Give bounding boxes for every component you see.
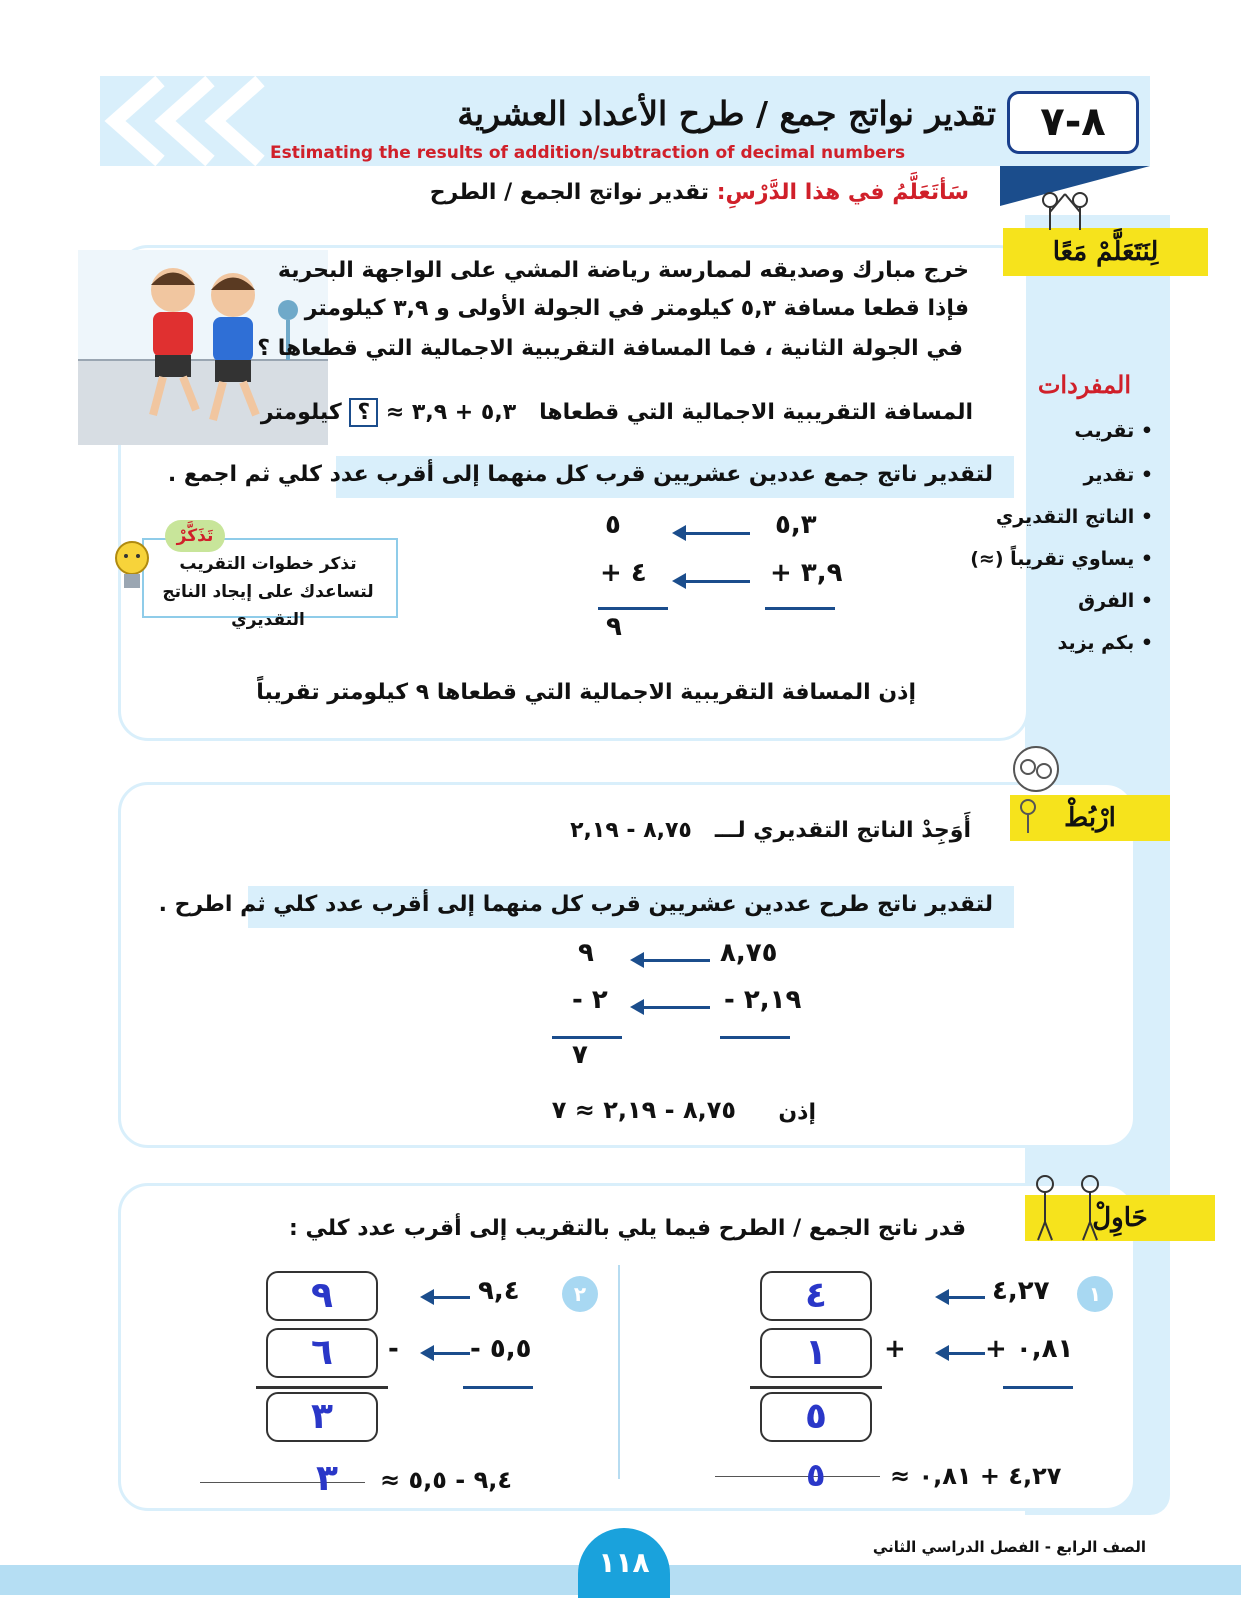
ex2-answer-a[interactable]: ٩: [266, 1271, 378, 1321]
section2-prompt-text: أَوَجِدْ الناتج التقديري لـــ: [714, 818, 971, 843]
calc2-round-a: ٩: [578, 938, 594, 968]
ex2-final-expr: ٩,٤ - ٥,٥ ≈: [380, 1466, 512, 1494]
stick-figures-icon: [1030, 1172, 1105, 1242]
calc1-result: ٩: [606, 612, 622, 642]
learn-together-tag: لِنَتَعَلَّمْ مَعًا: [1003, 228, 1208, 276]
underline: [750, 1386, 882, 1389]
ex2-value-b: ٥,٥ -: [470, 1334, 532, 1364]
underline: [598, 607, 668, 610]
learning-objective-text: تقدير نواتج الجمع / الطرح: [429, 180, 710, 205]
calc2-value-b: ٢,١٩ -: [724, 985, 802, 1015]
story-line-2: فإذا قطعا مسافة ٥,٣ كيلومتر في الجولة الأولى و ٣,٩ كيلومتر: [304, 296, 969, 321]
underline: [765, 607, 835, 610]
equation-unknown-box: ؟: [349, 398, 378, 427]
gears-thinking-icon: [1008, 745, 1064, 835]
footer-grade: الصف الرابع - الفصل الدراسي الثاني: [872, 1538, 1146, 1556]
underline: [463, 1386, 533, 1389]
answer-line: [200, 1482, 365, 1483]
equation-line: [261, 398, 973, 427]
learning-objective-label: سَأتَعَلَّمُ في هذا الدَّرْسِ:: [716, 180, 969, 205]
vocab-item: • بكم يزيد: [1057, 632, 1153, 654]
lesson-title-english: Estimating the results of addition/subtraction of decimal numbers: [270, 143, 906, 163]
addition-rule-text: لتقدير ناتج جمع عددين عشريين قرب كل منهما إلى أقرب عدد كلي ثم اجمع .: [167, 462, 993, 487]
calc1-round-a: ٥: [605, 510, 621, 540]
calc1-round-b: ٤ +: [600, 558, 647, 588]
ex1-value-a: ٤,٢٧: [992, 1276, 1050, 1306]
underline: [1003, 1386, 1073, 1389]
story-line-3: في الجولة الثانية ، فما المسافة التقريبية الاجمالية التي قطعاها ؟: [257, 336, 963, 361]
remember-tag: تَذَكَّرْ: [165, 520, 225, 552]
ex2-answer-b[interactable]: ٦: [266, 1328, 378, 1378]
exercise-divider: [618, 1265, 620, 1479]
calc2-value-a: ٨,٧٥: [720, 938, 778, 968]
ex1-final-expr: ٤,٢٧ + ٠,٨١ ≈: [890, 1462, 1062, 1490]
equation-expression: ٥,٣ + ٣,٩ ≈: [385, 400, 517, 425]
calc2-result: ٧: [572, 1040, 588, 1070]
section2-so-label: إذن: [778, 1100, 816, 1125]
arrow-icon: [640, 959, 710, 962]
ex1-final-answer[interactable]: ٥: [806, 1456, 826, 1494]
equation-unit: كيلومتر: [260, 400, 342, 425]
vocab-item: • تقدير: [1083, 464, 1153, 486]
exercise-2-number: ٢: [562, 1276, 598, 1312]
remember-text: تذكر خطوات التقريب لتساعدك على إيجاد الناتج التقديري: [162, 554, 374, 630]
equation-label: المسافة التقريبية الاجمالية التي قطعاها: [539, 400, 973, 425]
section2-prompt: [570, 818, 971, 843]
lightbulb-icon: [112, 538, 152, 596]
calc1-value-b: ٣,٩ +: [770, 558, 843, 588]
section1-conclusion: إذن المسافة التقريبية الاجمالية التي قطعاها ٩ كيلومتر تقريباً: [256, 680, 916, 705]
underline: [552, 1036, 622, 1039]
section2-so-expr: ٨,٧٥ - ٢,١٩ ≈ ٧: [551, 1096, 736, 1124]
arrow-icon: [945, 1296, 985, 1299]
underline: [720, 1036, 790, 1039]
lesson-number: ٨-٧: [1007, 91, 1139, 154]
arrow-icon: [945, 1352, 985, 1355]
ex1-operator: +: [884, 1334, 906, 1364]
calc2-round-b: ٢ -: [572, 985, 608, 1015]
ex1-answer-a[interactable]: ٤: [760, 1271, 872, 1321]
exercise-1-number: ١: [1077, 1276, 1113, 1312]
vocab-item: • تقريب: [1074, 420, 1153, 442]
answer-line: [715, 1476, 880, 1477]
ex2-operator: -: [388, 1334, 399, 1364]
try-tag: حَاوِلْ: [1025, 1195, 1215, 1241]
ex2-final-answer[interactable]: ٣: [316, 1458, 338, 1499]
ex2-answer-result[interactable]: ٣: [266, 1392, 378, 1442]
vocab-item: • الناتج التقديري: [995, 506, 1153, 528]
ex2-value-a: ٩,٤: [478, 1276, 520, 1306]
chevron-decoration-icon: [100, 76, 280, 166]
story-line-1: خرج مبارك وصديقه لممارسة رياضة المشي على الواجهة البحرية: [277, 258, 969, 283]
learning-objective: [430, 180, 969, 205]
section2-prompt-expr: ٨,٧٥ - ٢,١٩: [570, 818, 692, 843]
vocab-item: • الفرق: [1078, 590, 1153, 612]
section3-prompt: قدر ناتج الجمع / الطرح فيما يلي بالتقريب إلى أقرب عدد كلي :: [289, 1216, 966, 1241]
arrow-icon: [640, 1006, 710, 1009]
calc1-value-a: ٥,٣: [775, 510, 817, 540]
lesson-title: تقدير نواتج جمع / طرح الأعداد العشرية: [457, 94, 996, 133]
arrow-icon: [430, 1296, 470, 1299]
ex1-value-b: ٠,٨١ +: [985, 1334, 1074, 1364]
underline: [256, 1386, 388, 1389]
stick-figures-icon: [1030, 190, 1100, 232]
ex1-answer-b[interactable]: ١: [760, 1328, 872, 1378]
arrow-icon: [682, 532, 750, 535]
arrow-icon: [682, 580, 750, 583]
arrow-icon: [430, 1352, 470, 1355]
subtraction-rule-text: لتقدير ناتج طرح عددين عشريين قرب كل منهما إلى أقرب عدد كلي ثم اطرح .: [158, 892, 993, 917]
vocab-item: • يساوي تقريباً (≈): [970, 548, 1153, 570]
page-number: ١١٨: [578, 1528, 670, 1598]
vocab-title: المفردات: [1037, 370, 1131, 399]
link-tag: ارْبُطْ: [1010, 795, 1170, 841]
ex1-answer-result[interactable]: ٥: [760, 1392, 872, 1442]
